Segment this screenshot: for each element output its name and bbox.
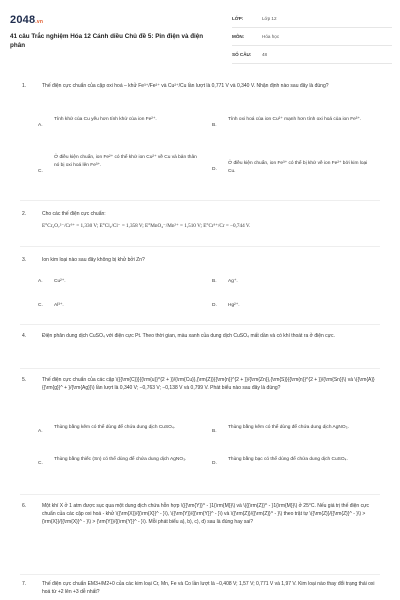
meta-key: LỚP: [232, 16, 244, 21]
option-label: B. [212, 123, 217, 128]
question-text: Điện phân dung dịch CuSO₄ với điện cực Pt. Theo thời gian, màu xanh của dung dịch CuSO₄ mất dần và có khí thoát ra ở điện cực. [42, 333, 335, 339]
option-text: Tính khử của Cu yếu hơn tính khử của ion Fe²⁺. [54, 117, 157, 122]
page-header [8, 10, 392, 62]
option-label: C. [38, 169, 43, 174]
question-number: 6. [22, 503, 27, 509]
question-number: 3. [22, 257, 27, 263]
question-number: 7. [22, 581, 27, 587]
question-7 [8, 580, 392, 600]
divider [20, 574, 380, 575]
meta-key: SỐ CÂU: [232, 52, 252, 57]
meta-value: 48 [262, 52, 268, 57]
option-label: C. [38, 303, 43, 308]
site-logo[interactable]: 2048.vn [10, 14, 44, 26]
option-label: A. [38, 123, 43, 128]
option-label: C. [38, 461, 43, 466]
option-text: Thùng bằng kẽm có thể dùng để chứa dung dịch AgNO₃. [228, 425, 349, 430]
option-text: Al³⁺. [54, 303, 64, 308]
meta-table [232, 10, 392, 64]
question-number: 4. [22, 333, 27, 339]
option-text: Thùng bằng kẽm có thể dùng để chứa dung dịch CuSO₄. [54, 425, 176, 430]
option-text: Hg²⁺. [228, 303, 240, 308]
option-text: Cu²⁺. [54, 279, 66, 284]
option-text: Tính oxi hoá của ion Cu²⁺ mạnh hơn tính oxi hoá của ion Fe³⁺. [228, 117, 362, 122]
option-text: Thùng bằng thiếc (Sn) có thể dùng để chứa dung dịch AgNO₃. [54, 457, 187, 462]
question-text: Thế điện cực chuẩn của cặp oxi hoá – khử Fe³⁺/Fe²⁺ và Cu²⁺/Cu lần lượt là 0,771 V và 0,340 V. Nhận định nào sau đây là đúng? [42, 83, 329, 89]
divider [20, 324, 380, 325]
question-number: 5. [22, 377, 27, 383]
question-text: Thế điện cực chuẩn của các cặp \({{\rm{C}}}{{\rm{u}}^{2 + }}/{\rm{Cu}},{\rm{Z}}{{\rm{n}}^{2 + }}/{\rm{Zn}},{\rm{S}}{{\rm{n}}^{2 + }}/{\rm{Sn}}\) và \({\rm{A}}{{\rm{g}}^ + }/{\rm{Ag}}\) lần lượt là 0,340 V; −0,763 V; −0,138 V và 0,799 V. Phát biểu nào sau đây là đúng? [42, 377, 375, 391]
question-text: Một khí X ở 1 atm được sục qua một dung dịch chứa hỗn hợp \({{\rm{Y}}^ - }1{\rm{M}}\) và \({{\rm{Z}}^ - }1{\rm{M}}\) ở 25°C. Nếu giá trị thế điện cực chuẩn của các cặp oxi hoá - khử \({\rm{X}}/{{\rm{X}}^ - }\), \({\rm{Y}}/{{\rm{Y}}^ - }\) và \({\rm{Z}}/{{\rm{Z}}^ - }\) theo trật tự \({\rm{Z}}/{{\rm{Z}}^ - }\) > {\rm{X}}/{{\rm{X}}^ - }\) > {\rm{Y}}/{{\rm{Y}}^ - }\). Mỗi phát biểu a), b), c), d) sau là đúng hay sai? [42, 503, 369, 525]
option-label: D. [212, 303, 217, 308]
option-text: Ag⁺. [228, 279, 238, 284]
divider [20, 200, 380, 201]
option-label: D. [212, 167, 217, 172]
divider [20, 494, 380, 495]
option-label: A. [38, 429, 43, 434]
question-formula: E°Cr₂O₇²⁻/Cr³⁺ = 1,330 V; E°Cl₂/Cl⁻ = 1,358 V; E°MnO₄⁻/Mn²⁺ = 1,510 V; E°Cr³⁺/Cr = −0,744 V. [42, 223, 251, 229]
option-label: A. [38, 279, 43, 284]
option-text: Ở điều kiện chuẩn, ion Fe²⁺ có thể khử ion Cu²⁺ về Cu và bản thân nó bị oxi hoá lên Fe³⁺. [54, 155, 197, 168]
page-title: 41 câu Trắc nghiệm Hóa 12 Cánh diều Chủ đề 5: Pin điện và điện phân [10, 33, 204, 49]
question-text: Thế điện cực chuẩn EM3+/M2+0 của các kim loại Cr, Mn, Fe và Co lần lượt là −0,408 V; 1,57 V; 0,771 V và 1,97 V. Kim loại nào thay đổi trạng thái oxi hoá từ +2 lên +3 dễ nhất? [42, 581, 375, 595]
option-label: B. [212, 429, 217, 434]
meta-row-count [232, 46, 392, 64]
divider [20, 368, 380, 369]
question-text: Cho các thế điện cực chuẩn: [42, 211, 106, 217]
meta-row-class [232, 10, 392, 28]
question-number: 1. [22, 83, 27, 89]
option-text: Thùng bằng bạc có thể dùng để chứa dung dịch CuSO₄. [228, 457, 348, 462]
meta-value: Hóa học [262, 34, 280, 39]
meta-value: Lớp 12 [262, 16, 277, 21]
question-number: 2. [22, 211, 27, 217]
divider [20, 246, 380, 247]
question-text: Ion kim loại nào sau đây không bị khử bởi Zn? [42, 257, 145, 263]
meta-key: MÔN: [232, 34, 245, 39]
meta-row-subject [232, 28, 392, 46]
option-text: Ở điều kiện chuẩn, ion Fe³⁺ có thể bị khử về ion Fe²⁺ bởi kim loại Cu. [228, 161, 368, 174]
option-label: B. [212, 279, 217, 284]
option-label: D. [212, 461, 217, 466]
